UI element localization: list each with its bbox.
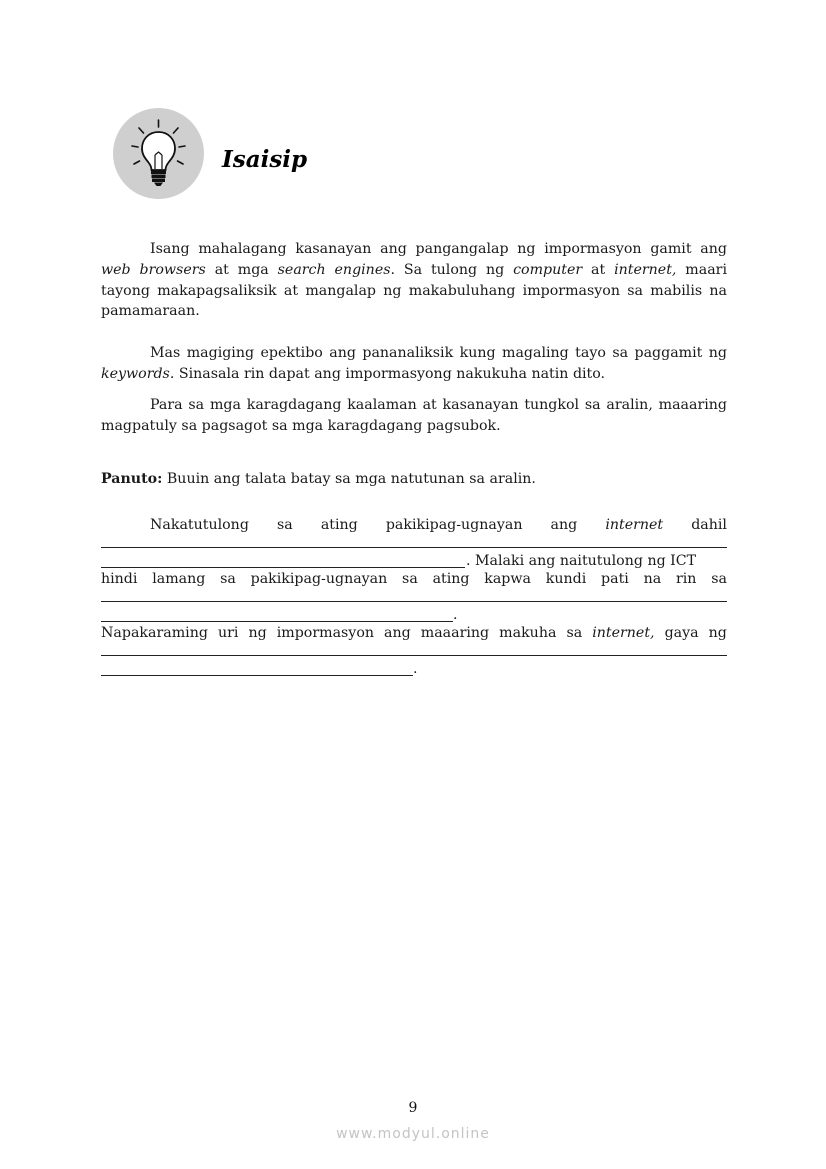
watermark: www.modyul.online [336,1126,490,1142]
italic-term: keywords. [101,365,175,382]
text: Para sa mga karagdagang kaalaman at kasanayan tungkol sa aralin, maaaring magpatuly sa pagsagot sa mga karagdagang pagsubok. [101,397,727,434]
word: ng [708,625,727,641]
word: uri [217,625,239,641]
word: sa [566,625,583,641]
word: sa [402,571,418,587]
word: sa [220,571,236,587]
text: Mas magiging epektibo ang pananaliksik kung magaling tayo sa paggamit ng [150,345,727,361]
word: impormasyon [276,625,375,641]
italic-term: search engines [277,261,391,278]
italic-term: internet, [614,261,677,278]
word: ng [248,625,267,641]
word: sa [276,517,293,533]
page-title: Isaisip [222,146,308,173]
answer-blank-6[interactable] [101,675,413,676]
word: Nakatutulong [150,517,249,533]
word: maaaring [420,625,490,641]
text: . Malaki ang naitutulong ng ICT [466,553,697,569]
answer-blank-5[interactable] [101,642,727,662]
exercise-line-9 [101,661,727,681]
text: Sinasala rin dapat ang impormasyong nakukuha natin dito. [174,365,606,382]
directions [101,469,727,489]
word: pakikipag-ugnayan [385,517,523,533]
word: lamang [152,571,206,587]
text: . [413,661,418,677]
word: internet [605,517,664,533]
text: maari tayong makapagsaliksik at mangalap ng makabuluhang impormasyon sa mabilis na pamamaraan. [101,261,728,320]
word: makuha [499,625,557,641]
word: ang [550,517,578,533]
answer-blank-3[interactable] [101,588,727,608]
word: na [643,571,662,587]
text: Isang mahalagang kasanayan ang pangangalap ng impormasyon gamit ang [150,241,727,257]
word: kapwa [484,571,531,587]
word: pati [601,571,629,587]
word: rin [675,571,697,587]
word: ang [384,625,411,641]
word: ating [320,517,358,533]
answer-blank-1[interactable] [101,534,727,554]
word: gaya [664,625,699,641]
paragraph-1 [101,239,727,322]
word: ating [432,571,470,587]
exercise-line-6 [101,607,727,627]
word: dahil [691,517,727,533]
paragraph-2 [101,343,727,385]
word: hindi [101,571,138,587]
lightbulb-icon [113,108,204,199]
paragraph-3 [101,395,727,437]
answer-blank-2[interactable] [101,567,465,568]
page-number: 9 [408,1100,418,1116]
directions-label: Panuto: [101,471,163,487]
word: sa [711,571,727,587]
directions-text: Buuin ang talata batay sa mga natutunan sa aralin. [162,471,536,487]
text: . Sa tulong ng [390,261,514,278]
word: internet, [592,625,655,641]
italic-term: computer [513,261,583,278]
answer-blank-4[interactable] [101,621,453,622]
text: . [453,607,458,623]
word: pakikipag-ugnayan [250,571,388,587]
word: Napakaraming [101,625,208,641]
text: at mga [205,261,278,278]
word: kundi [545,571,587,587]
italic-term: web browsers [101,261,206,278]
exercise-line-3 [101,553,727,573]
text: at [582,261,615,278]
